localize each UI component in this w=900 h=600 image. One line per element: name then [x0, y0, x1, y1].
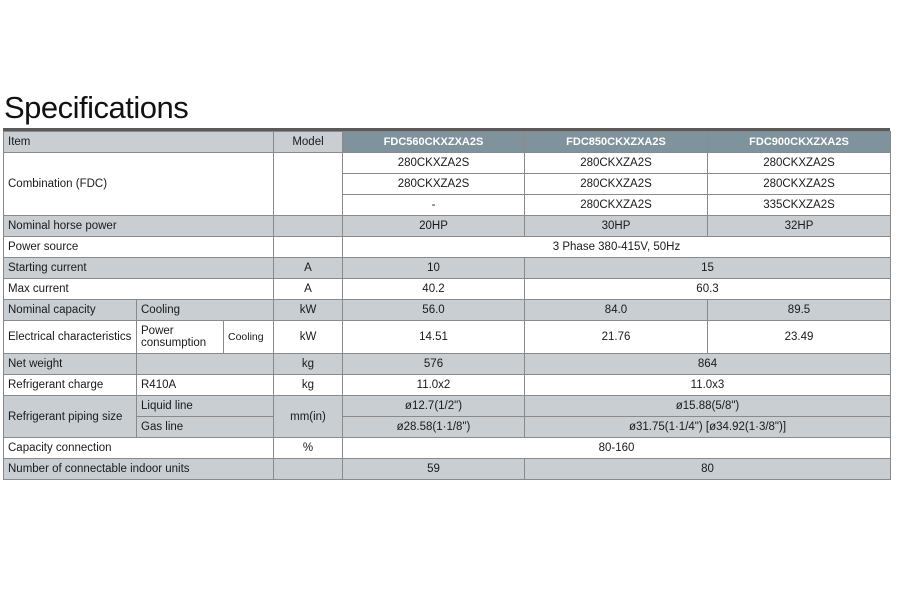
cell: 23.49 [708, 321, 891, 354]
unit-cell: % [274, 438, 343, 459]
row-label: Max current [4, 279, 274, 300]
table-row [4, 321, 891, 354]
table-row [4, 153, 891, 174]
row-label: Nominal capacity [4, 300, 137, 321]
cell: 3 Phase 380-415V, 50Hz [343, 237, 891, 258]
table-row [4, 300, 891, 321]
cell: 280CKXZA2S [525, 195, 708, 216]
cell: 89.5 [708, 300, 891, 321]
table-row [4, 237, 891, 258]
unit-cell [274, 216, 343, 237]
cell: 30HP [525, 216, 708, 237]
row-label: Refrigerant charge [4, 375, 137, 396]
unit-cell: kg [274, 375, 343, 396]
row-label: Electrical characteristics [4, 321, 137, 354]
row-sublabel: Cooling [137, 300, 274, 321]
cell: 56.0 [343, 300, 525, 321]
unit-cell: mm(in) [274, 396, 343, 438]
model-fdc900: FDC900CKXZXA2S [708, 132, 891, 153]
page-title: Specifications [4, 90, 189, 125]
row-label: Net weight [4, 354, 137, 375]
unit-cell: kg [274, 354, 343, 375]
cell: - [343, 195, 525, 216]
cell: 576 [343, 354, 525, 375]
cell: 280CKXZA2S [343, 174, 525, 195]
row-label: Refrigerant piping size [4, 396, 137, 438]
cell: ø31.75(1·1/4") [ø34.92(1·3/8")] [525, 417, 891, 438]
cell: 335CKXZA2S [708, 195, 891, 216]
table-row [4, 279, 891, 300]
cell: 14.51 [343, 321, 525, 354]
specifications-table [3, 131, 891, 480]
row-label: Number of connectable indoor units [4, 459, 274, 480]
row-sublabel-2: Cooling [224, 321, 274, 354]
cell: 21.76 [525, 321, 708, 354]
table-row [4, 216, 891, 237]
table-row [4, 354, 891, 375]
cell: 84.0 [525, 300, 708, 321]
cell: 15 [525, 258, 891, 279]
table-row [4, 258, 891, 279]
row-sublabel: Gas line [137, 417, 274, 438]
combination-unit [274, 153, 343, 216]
cell: 864 [525, 354, 891, 375]
model-fdc850: FDC850CKXZXA2S [525, 132, 708, 153]
unit-cell: kW [274, 321, 343, 354]
row-sublabel: Power consumption [137, 321, 224, 354]
row-sublabel: Liquid line [137, 396, 274, 417]
cell: ø12.7(1/2") [343, 396, 525, 417]
cell: 80 [525, 459, 891, 480]
row-label: Nominal horse power [4, 216, 274, 237]
cell: 80-160 [343, 438, 891, 459]
unit-cell: kW [274, 300, 343, 321]
unit-cell [274, 459, 343, 480]
combination-label: Combination (FDC) [4, 153, 274, 216]
cell: 11.0x2 [343, 375, 525, 396]
cell: 40.2 [343, 279, 525, 300]
cell: 32HP [708, 216, 891, 237]
unit-cell: A [274, 279, 343, 300]
cell: 60.3 [525, 279, 891, 300]
table-row [4, 375, 891, 396]
row-sublabel: R410A [137, 375, 274, 396]
cell: 280CKXZA2S [343, 153, 525, 174]
cell: ø28.58(1·1/8") [343, 417, 525, 438]
table-row [4, 396, 891, 417]
cell: ø15.88(5/8") [525, 396, 891, 417]
cell: 280CKXZA2S [708, 153, 891, 174]
cell: 280CKXZA2S [525, 174, 708, 195]
unit-cell: A [274, 258, 343, 279]
row-label: Starting current [4, 258, 274, 279]
cell: 20HP [343, 216, 525, 237]
model-fdc560: FDC560CKXZXA2S [343, 132, 525, 153]
cell: 59 [343, 459, 525, 480]
header-model: Model [274, 132, 343, 153]
cell: 10 [343, 258, 525, 279]
table-row [4, 417, 891, 438]
cell: 11.0x3 [525, 375, 891, 396]
cell: 280CKXZA2S [525, 153, 708, 174]
header-item: Item [4, 132, 274, 153]
table-header-row [4, 132, 891, 153]
row-label: Power source [4, 237, 274, 258]
row-sublabel [137, 354, 274, 375]
cell: 280CKXZA2S [708, 174, 891, 195]
unit-cell [274, 237, 343, 258]
table-row [4, 438, 891, 459]
table-row [4, 459, 891, 480]
row-label: Capacity connection [4, 438, 274, 459]
